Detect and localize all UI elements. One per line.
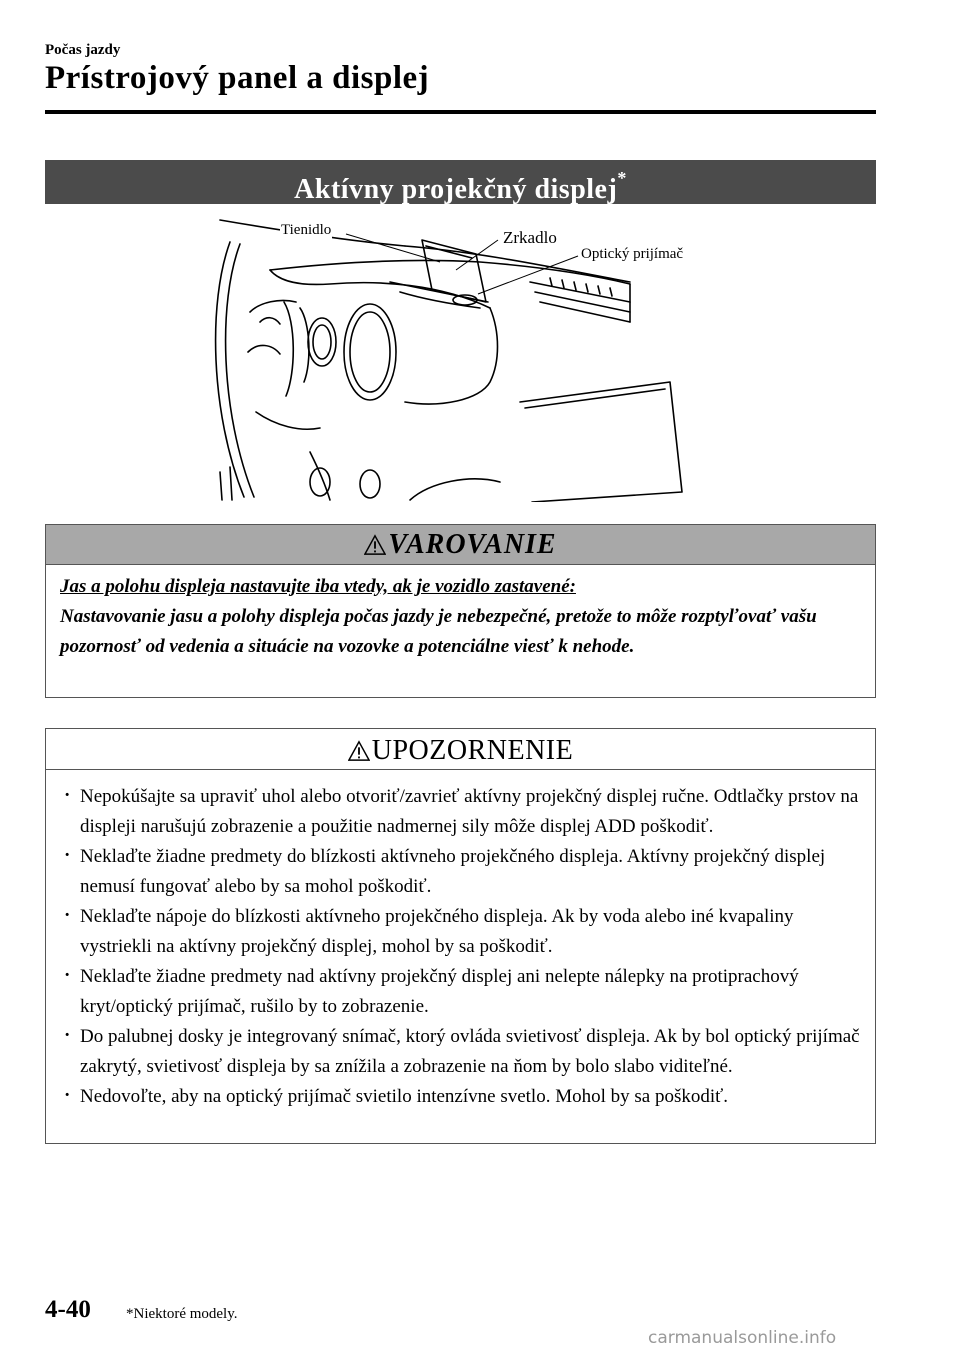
topic-banner	[45, 160, 876, 204]
warning-header	[46, 525, 875, 565]
banner-title	[294, 168, 627, 206]
footnote: *Niektoré modely.	[126, 1306, 238, 1322]
section-label: Počas jazdy	[45, 42, 121, 58]
warning-heading: VAROVANIE	[388, 528, 557, 560]
caution-header	[46, 729, 875, 770]
warning-header-content	[364, 525, 556, 564]
warning-triangle-icon	[364, 534, 386, 556]
caution-item: · Neklaďte žiadne predmety do blízkosti aktívneho projekčného displeja. Aktívny projekčný displej nemusí fungovať alebo by sa mohol poškodiť.	[60, 842, 861, 902]
warning-text: Nastavovanie jasu a polohy displeja počas jazdy je nebezpečné, pretože to môže rozptyľovať vašu pozornosť od vedenia a situácie na vozovke a potenciálne viesť k nehode.	[60, 606, 817, 657]
page-number: 4-40	[45, 1296, 91, 1323]
caution-list	[46, 770, 875, 1112]
caution-item: · Neklaďte nápoje do blízkosti aktívneho projekčného displeja. Ak by voda alebo iné kvapaliny vystriekli na aktívny projekčný displej, mohol by sa poškodiť.	[60, 902, 861, 962]
callout-shade: Tienidlo	[281, 222, 332, 238]
callout-mirror: Zrkadlo	[503, 228, 557, 247]
caution-heading: UPOZORNENIE	[371, 735, 574, 766]
caution-item: · Nedovoľte, aby na optický prijímač svietilo intenzívne svetlo. Mohol by sa poškodiť.	[60, 1082, 861, 1112]
warning-lead: Jas a polohu displeja nastavujte iba vtedy, ak je vozidlo zastavené:	[60, 576, 576, 597]
callout-sensor: Optický prijímač	[581, 246, 684, 262]
caution-header-content	[348, 729, 574, 773]
dashboard-illustration	[200, 212, 740, 502]
banner-title-text: Aktívny projekčný displej	[294, 174, 618, 206]
page-title: Prístrojový panel a displej	[45, 60, 430, 96]
watermark: carmanualsonline.info	[648, 1328, 837, 1348]
caution-triangle-icon	[348, 740, 370, 762]
optional-equipment-marker: *	[617, 168, 627, 188]
title-divider	[45, 110, 876, 114]
caution-box	[45, 728, 876, 1144]
caution-item: · Do palubnej dosky je integrovaný snímač, ktorý ovláda svietivosť displeja. Ak by bol optický prijímač zakrytý, svietivosť displeja by sa znížila a zobrazenie na ňom by bolo slabo viditeľné.	[60, 1022, 861, 1082]
warning-body	[46, 565, 875, 662]
caution-item: · Neklaďte žiadne predmety nad aktívny projekčný displej ani nelepte nálepky na protiprachový kryt/optický prijímač, rušilo by to zobrazenie.	[60, 962, 861, 1022]
caution-item: · Nepokúšajte sa upraviť uhol alebo otvoriť/zavrieť aktívny projekčný displej ručne. Odtlačky prstov na displeji narušujú zobrazenie a použitie nadmernej sily môže displej ADD poškodiť.	[60, 782, 861, 842]
warning-box	[45, 524, 876, 698]
